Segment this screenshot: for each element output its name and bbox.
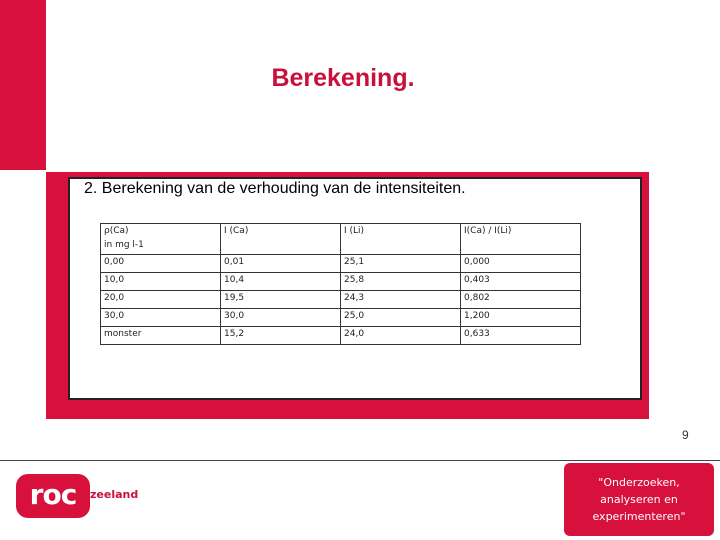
table-cell: 10,0 <box>101 273 221 291</box>
header-label: I(Ca) / I(Li) <box>464 226 512 236</box>
table-row <box>101 291 581 309</box>
header-i-ca <box>221 224 341 255</box>
footer-divider <box>0 460 720 461</box>
page-title: Berekening. <box>271 64 415 92</box>
table-cell: 1,200 <box>461 309 581 327</box>
table-row <box>101 327 581 345</box>
header-i-li <box>341 224 461 255</box>
section-subtitle: 2. Berekening van de verhouding van de intensiteiten. <box>84 180 466 197</box>
table-header-row <box>101 224 581 255</box>
table-cell: 19,5 <box>221 291 341 309</box>
page-number: 9 <box>682 428 689 442</box>
table-cell: 0,403 <box>461 273 581 291</box>
table-cell: monster <box>101 327 221 345</box>
table-cell: 24,3 <box>341 291 461 309</box>
header-label: I (Ca) <box>224 226 249 236</box>
header-concentration <box>101 224 221 255</box>
table-row <box>101 309 581 327</box>
table-cell: 0,01 <box>221 255 341 273</box>
logo-text: roc <box>29 478 77 511</box>
table-cell: 20,0 <box>101 291 221 309</box>
slogan-badge: "Onderzoeken, analyseren en experimenteren" <box>564 463 714 536</box>
table-cell: 0,802 <box>461 291 581 309</box>
table-cell: 30,0 <box>221 309 341 327</box>
table-cell: 25,1 <box>341 255 461 273</box>
header-label: I (Li) <box>344 226 365 236</box>
table-cell: 30,0 <box>101 309 221 327</box>
table-cell: 25,8 <box>341 273 461 291</box>
table-cell: 0,000 <box>461 255 581 273</box>
table-cell: 15,2 <box>221 327 341 345</box>
header-ratio <box>461 224 581 255</box>
table-row <box>101 255 581 273</box>
table-row <box>101 273 581 291</box>
table-cell: 10,4 <box>221 273 341 291</box>
table-cell: 24,0 <box>341 327 461 345</box>
table-cell: 0,00 <box>101 255 221 273</box>
header-label: ρ(Ca) <box>104 226 129 236</box>
intensity-table <box>100 223 581 345</box>
table-cell: 25,0 <box>341 309 461 327</box>
table-cell: 0,633 <box>461 327 581 345</box>
logo-subtext: zeeland <box>90 488 139 501</box>
header-unit: in mg l-1 <box>104 240 144 250</box>
